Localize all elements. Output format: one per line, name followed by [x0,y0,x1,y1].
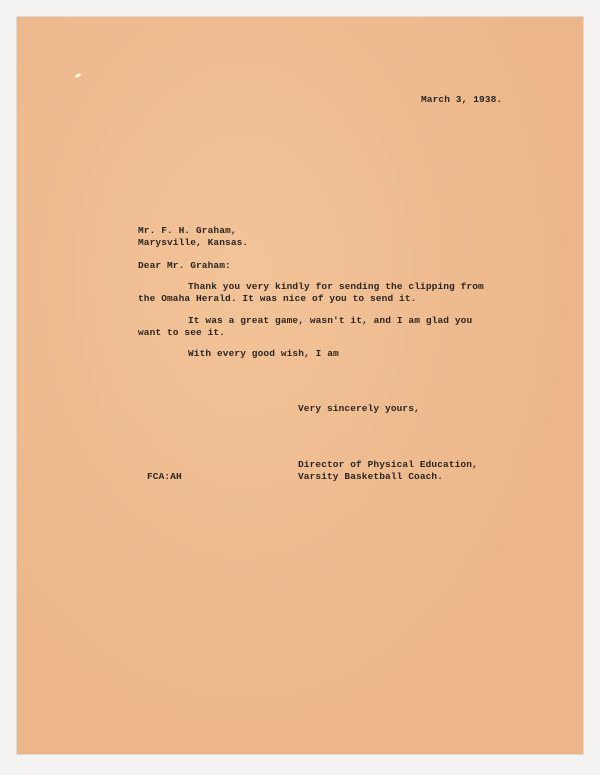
body-paragraph-2-line-2: want to see it. [138,327,226,338]
signature-title-line-2: Varsity Basketball Coach. [298,471,444,482]
salutation: Dear Mr. Graham: [138,260,231,271]
letter-date: March 3, 1938. [421,94,503,105]
paper-speck [75,73,82,79]
body-paragraph-2-line-1: It was a great game, wasn't it, and I am glad you [188,315,473,326]
body-paragraph-1-line-1: Thank you very kindly for sending the clipping from [188,281,484,292]
addressee-location: Marysville, Kansas. [138,237,249,248]
complimentary-closing: Very sincerely yours, [298,403,420,414]
addressee-name: Mr. F. H. Graham, [138,225,237,236]
body-paragraph-3: With every good wish, I am [188,348,339,359]
letter-page [17,17,583,754]
signature-title-line-1: Director of Physical Education, [298,459,478,470]
body-paragraph-1-line-2: the Omaha Herald. It was nice of you to send it. [138,293,417,304]
typist-initials: FCA:AH [147,471,182,482]
